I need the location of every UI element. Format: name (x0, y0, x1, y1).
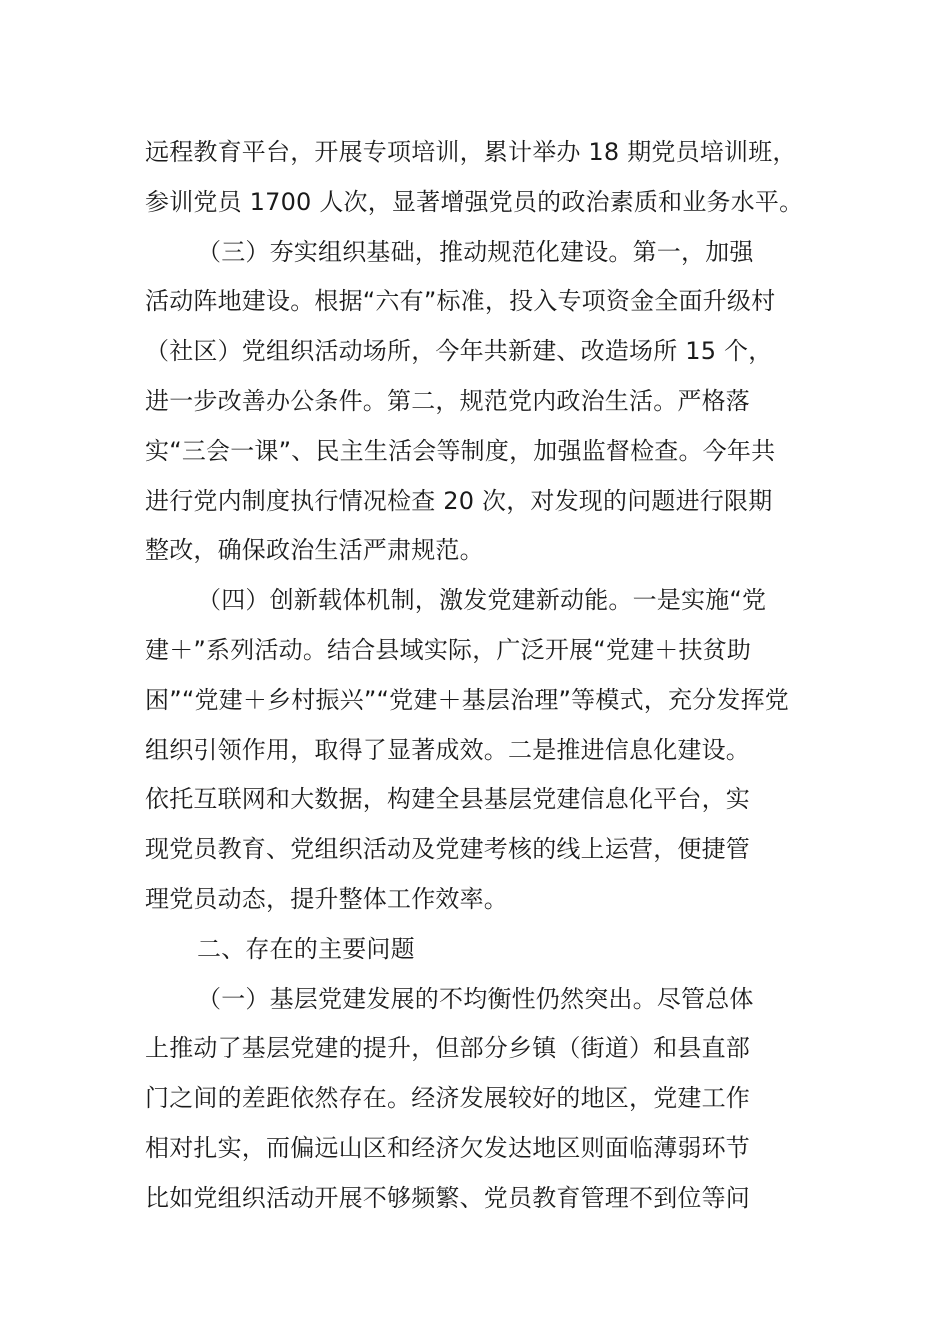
text-line: 远程教育平台，开展专项培训，累计举办 18 期党员培训班， (145, 138, 797, 166)
text-line: 实“三会一课”、民主生活会等制度，加强监督检查。今年共 (145, 436, 776, 465)
text-line: 比如党组织活动开展不够频繁、党员教育管理不到位等问 (145, 1183, 750, 1212)
text-line: 进一步改善办公条件。第二，规范党内政治生活。严格落 (145, 386, 750, 415)
text-line: 整改，确保政治生活严肃规范。 (145, 536, 484, 565)
text-line: 门之间的差距依然存在。经济发展较好的地区，党建工作 (145, 1084, 750, 1113)
text-line: 依托互联网和大数据，构建全县基层党建信息化平台，实 (145, 785, 750, 814)
document-body (145, 128, 845, 1224)
chapter-heading: 二、存在的主要问题 (197, 934, 415, 963)
text-line: 现党员教育、党组织活动及党建考核的线上运营，便捷管 (145, 835, 750, 864)
text-line: 活动阵地建设。根据“六有”标准，投入专项资金全面升级村 (145, 287, 776, 316)
text-line: 进行党内制度执行情况检查 20 次，对发现的问题进行限期 (145, 486, 773, 515)
text-line: 理党员动态，提升整体工作效率。 (145, 884, 508, 913)
section-heading-4: （四）创新载体机制，激发党建新动能。一是实施“党 (197, 586, 767, 615)
text-line: 建＋”系列活动。结合县域实际，广泛开展“党建＋扶贫助 (145, 635, 752, 664)
section-heading-1: （一）基层党建发展的不均衡性仍然突出。尽管总体 (197, 984, 754, 1013)
text-line: 困”“党建＋乡村振兴”“党建＋基层治理”等模式，充分发挥党 (145, 685, 789, 714)
text-line: 上推动了基层党建的提升，但部分乡镇（街道）和县直部 (145, 1034, 750, 1063)
text-line: 相对扎实，而偏远山区和经济欠发达地区则面临薄弱环节 (145, 1133, 750, 1162)
text-line: （社区）党组织活动场所，今年共新建、改造场所 15 个， (145, 337, 773, 366)
text-line: 组织引领作用，取得了显著成效。二是推进信息化建设。 (145, 735, 750, 764)
text-line: 参训党员 1700 人次，显著增强党员的政治素质和业务水平。 (145, 187, 804, 216)
section-heading-3: （三）夯实组织基础，推动规范化建设。第一，加强 (197, 237, 754, 266)
